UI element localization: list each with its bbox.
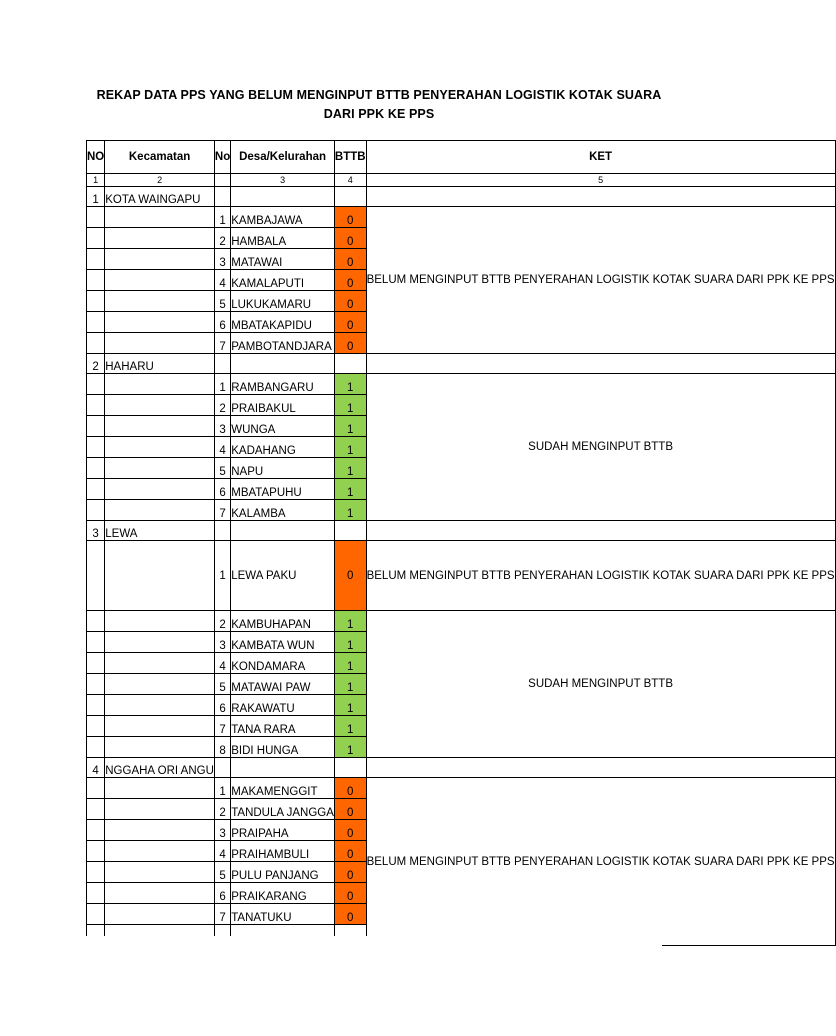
header-bttb: BTTB	[334, 141, 366, 174]
bttb-value: 1	[334, 737, 366, 758]
bttb-value: 1	[334, 479, 366, 500]
desa-name: KONDAMARA	[231, 653, 335, 674]
desa-name: LEWA PAKU	[231, 541, 335, 611]
bttb-value: 0	[334, 333, 366, 354]
header-desa: Desa/Kelurahan	[231, 141, 335, 174]
desa-no: 7	[214, 333, 230, 354]
desa-no: 7	[214, 716, 230, 737]
desa-name: KAMBUHAPAN	[231, 611, 335, 632]
kecamatan-no: 2	[87, 354, 105, 374]
kecamatan-no: 1	[87, 187, 105, 207]
desa-name: KALAMBA	[231, 500, 335, 521]
header-ket: KET	[366, 141, 835, 174]
desa-name: KAMBATA WUN	[231, 632, 335, 653]
kecamatan-no: 3	[87, 521, 105, 541]
desa-name: WUNGA	[231, 416, 335, 437]
desa-no: 1	[214, 374, 230, 395]
desa-no: 3	[214, 632, 230, 653]
table-row	[87, 207, 836, 228]
desa-name: KAMBAJAWA	[231, 207, 335, 228]
kecamatan-name: KOTA WAINGAPU	[105, 187, 215, 207]
desa-no: 2	[214, 395, 230, 416]
desa-name: RAKAWATU	[231, 695, 335, 716]
desa-name: MBATAKAPIDU	[231, 312, 335, 333]
bttb-value: 1	[334, 395, 366, 416]
bttb-value: 0	[334, 799, 366, 820]
bttb-value: 1	[334, 416, 366, 437]
table-row	[87, 778, 836, 799]
desa-no: 1	[214, 207, 230, 228]
desa-name: MATAWAI PAW	[231, 674, 335, 695]
desa-no: 5	[214, 862, 230, 883]
page-title: REKAP DATA PPS YANG BELUM MENGINPUT BTTB PENYERAHAN LOGISTIK KOTAK SUARA DARI PPK KE PPS	[96, 88, 662, 121]
header-row	[87, 141, 836, 174]
header-no: NO	[87, 141, 105, 174]
desa-name: PULU PANJANG	[231, 862, 335, 883]
bttb-value: 1	[334, 653, 366, 674]
bttb-value: 1	[334, 437, 366, 458]
desa-no: 6	[214, 695, 230, 716]
bttb-value: 1	[334, 716, 366, 737]
bttb-value: 1	[334, 611, 366, 632]
page-bottom-mask	[86, 936, 662, 1036]
desa-name: PAMBOTANDJARA	[231, 333, 335, 354]
column-number-row	[87, 174, 836, 187]
desa-name: KAMALAPUTI	[231, 270, 335, 291]
table-row	[87, 374, 836, 395]
desa-name: PRAIKARANG	[231, 883, 335, 904]
desa-no: 8	[214, 737, 230, 758]
desa-no: 4	[214, 653, 230, 674]
desa-no: 4	[214, 270, 230, 291]
desa-no: 5	[214, 291, 230, 312]
desa-name: MATAWAI	[231, 249, 335, 270]
col-number: 5	[366, 174, 835, 187]
desa-name: MAKAMENGGIT	[231, 778, 335, 799]
desa-no: 1	[214, 778, 230, 799]
kecamatan-row	[87, 354, 836, 374]
table-row	[87, 541, 836, 611]
bttb-value: 1	[334, 674, 366, 695]
col-number: 1	[87, 174, 105, 187]
bttb-value: 1	[334, 500, 366, 521]
desa-name: NAPU	[231, 458, 335, 479]
ket-note: BELUM MENGINPUT BTTB PENYERAHAN LOGISTIK KOTAK SUARA DARI PPK KE PPS	[366, 778, 835, 946]
bttb-value: 0	[334, 841, 366, 862]
desa-no: 3	[214, 249, 230, 270]
ket-note: BELUM MENGINPUT BTTB PENYERAHAN LOGISTIK KOTAK SUARA DARI PPK KE PPS	[366, 541, 835, 611]
bttb-value: 0	[334, 270, 366, 291]
col-number: 3	[231, 174, 335, 187]
col-number: 2	[105, 174, 215, 187]
table-row	[87, 611, 836, 632]
desa-name: MBATAPUHU	[231, 479, 335, 500]
bttb-value: 1	[334, 374, 366, 395]
bttb-value: 0	[334, 883, 366, 904]
kecamatan-row	[87, 521, 836, 541]
kecamatan-name: HAHARU	[105, 354, 215, 374]
kecamatan-name: NGGAHA ORI ANGU	[105, 758, 215, 778]
bttb-value: 0	[334, 541, 366, 611]
bttb-value: 1	[334, 632, 366, 653]
desa-name: PRAIPAHA	[231, 820, 335, 841]
desa-name: PRAIHAMBULI	[231, 841, 335, 862]
desa-no: 6	[214, 883, 230, 904]
bttb-value: 0	[334, 249, 366, 270]
ket-note: BELUM MENGINPUT BTTB PENYERAHAN LOGISTIK KOTAK SUARA DARI PPK KE PPS	[366, 207, 835, 354]
bttb-value: 0	[334, 228, 366, 249]
col-number: 4	[334, 174, 366, 187]
ket-note: SUDAH MENGINPUT BTTB	[366, 611, 835, 758]
desa-name: TANA RARA	[231, 716, 335, 737]
ket-note: SUDAH MENGINPUT BTTB	[366, 374, 835, 521]
desa-name: TANATUKU	[231, 904, 335, 925]
bttb-value: 1	[334, 695, 366, 716]
bttb-value: 0	[334, 312, 366, 333]
desa-name: TANDULA JANGGA	[231, 799, 335, 820]
bttb-value: 0	[334, 904, 366, 925]
desa-name: HAMBALA	[231, 228, 335, 249]
desa-no: 6	[214, 312, 230, 333]
header-kecamatan: Kecamatan	[105, 141, 215, 174]
rekap-table	[86, 140, 836, 946]
bttb-value: 0	[334, 778, 366, 799]
bttb-value: 0	[334, 291, 366, 312]
desa-name: BIDI HUNGA	[231, 737, 335, 758]
desa-name: KADAHANG	[231, 437, 335, 458]
desa-no: 2	[214, 228, 230, 249]
desa-no: 5	[214, 674, 230, 695]
desa-no: 2	[214, 611, 230, 632]
desa-no: 3	[214, 820, 230, 841]
desa-no: 2	[214, 799, 230, 820]
desa-no: 7	[214, 904, 230, 925]
desa-no: 1	[214, 541, 230, 611]
bttb-value: 0	[334, 862, 366, 883]
desa-name: PRAIBAKUL	[231, 395, 335, 416]
kecamatan-name: LEWA	[105, 521, 215, 541]
desa-no: 7	[214, 500, 230, 521]
desa-name: RAMBANGARU	[231, 374, 335, 395]
kecamatan-no: 4	[87, 758, 105, 778]
desa-no: 5	[214, 458, 230, 479]
bttb-value: 1	[334, 458, 366, 479]
bttb-value: 0	[334, 207, 366, 228]
desa-no: 4	[214, 841, 230, 862]
header-no-desa: No	[214, 141, 230, 174]
desa-no: 3	[214, 416, 230, 437]
desa-no: 6	[214, 479, 230, 500]
bttb-value: 0	[334, 820, 366, 841]
kecamatan-row	[87, 758, 836, 778]
desa-name: LUKUKAMARU	[231, 291, 335, 312]
col-number-empty	[214, 174, 230, 187]
kecamatan-row	[87, 187, 836, 207]
desa-no: 4	[214, 437, 230, 458]
